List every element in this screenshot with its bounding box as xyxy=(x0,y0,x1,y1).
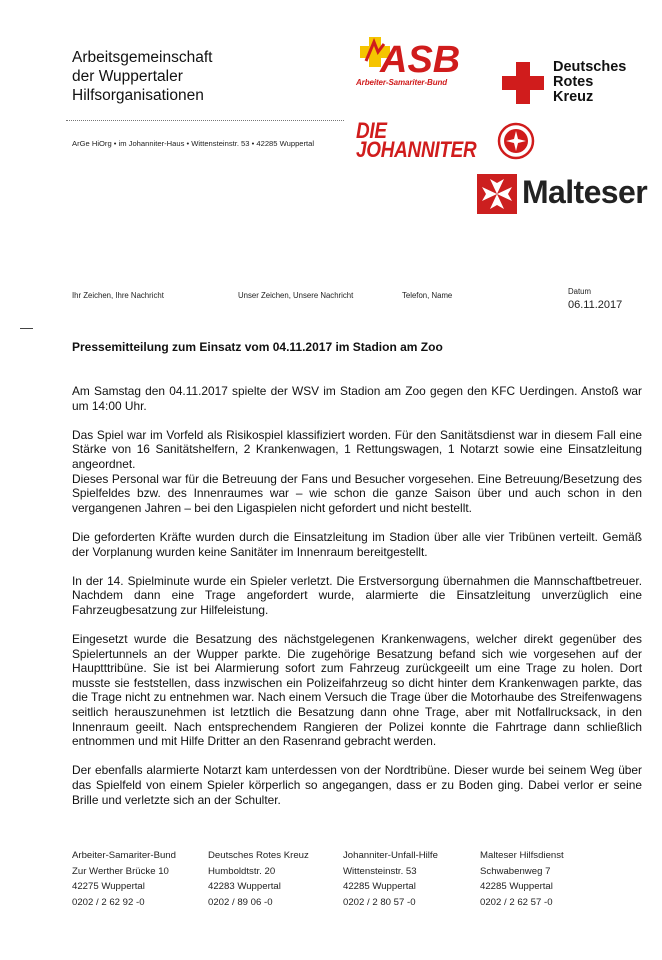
johanniter-wordmark xyxy=(356,118,477,162)
footer-city: 42285 Wuppertal xyxy=(343,881,416,893)
drk-line: Deutsches xyxy=(553,59,627,75)
drk-line: Rotes xyxy=(553,74,594,90)
footer-city: 42285 Wuppertal xyxy=(480,881,553,893)
footer-name: Malteser Hilfsdienst xyxy=(480,850,564,861)
ref-telefon: Telefon, Name xyxy=(402,291,453,300)
footer-phone: 0202 / 2 62 57 -0 xyxy=(480,896,553,908)
malteser-cross-icon xyxy=(477,174,517,214)
footer-city: 42283 Wuppertal xyxy=(208,881,281,893)
org-title xyxy=(72,48,212,105)
red-cross-icon xyxy=(502,62,544,104)
drk-wordmark xyxy=(553,60,626,105)
sender-address-line: ArGe HiOrg • im Johanniter-Haus • Wittensteinstr. 53 • 42285 Wuppertal xyxy=(72,139,315,148)
johanniter-seal-icon xyxy=(497,122,535,160)
body-paragraph: Die geforderten Kräfte wurden durch die Einsatzleitung im Stadion über alle vier Tribünen verteilt. Gemäß der Vorplanung wurden keine Sanitäter im Innenraum bereitgestellt. xyxy=(72,529,642,559)
body-paragraph: Das Spiel war im Vorfeld als Risikospiel klassifiziert worden. Für den Sanitätsdienst war in diesem Fall eine Stärke von 16 Sanitätshelfern, 2 Krankenwagen, 1 Rettungswagen, 1 Notarzt sowie eine Einsatzleitung angeordnet. xyxy=(72,427,642,471)
ref-unser-zeichen: Unser Zeichen, Unsere Nachricht xyxy=(238,291,354,300)
malteser-wordmark: Malteser xyxy=(522,174,648,210)
footer-org-drk xyxy=(208,848,309,910)
footer-org-asb xyxy=(72,848,176,910)
footer-street: Humboldtstr. 20 xyxy=(208,865,276,877)
footer-street: Schwabenweg 7 xyxy=(480,865,551,877)
asb-wordmark: ASB xyxy=(380,39,461,81)
footer-street: Zur Werther Brücke 10 xyxy=(72,865,169,877)
org-title-line: Hilfsorganisationen xyxy=(72,87,204,104)
body-paragraph: In der 14. Spielminute wurde ein Spieler verletzt. Die Erstversorgung übernahmen die Mannschaftbetreuer. Nachdem dann eine Trage angefordert wurde, alarmierte die Einsatzleitung unverzüglich eine Fahrzeugbesatzung zur Hilfeleistung. xyxy=(72,573,642,617)
subject-line: Pressemitteilung zum Einsatz vom 04.11.2017 im Stadion am Zoo xyxy=(72,340,443,354)
footer-phone: 0202 / 2 62 92 -0 xyxy=(72,896,145,908)
footer-org-juh xyxy=(343,848,438,910)
asb-tagline: Arbeiter-Samariter-Bund xyxy=(356,78,448,87)
drk-line: Kreuz xyxy=(553,89,594,105)
body-paragraph: Eingesetzt wurde die Besatzung des nächstgelegenen Krankenwagens, welcher direkt gegenüber des Spielertunnels an der Wupper parkte. Die zugehörige Besatzung befand sich wie vorgesehen auf der Hauptttribüne. Sie ist bei Alarmierung sofort zum Fahrzeug zurückgeeilt um eine Trage zu holen. Dort musste sie feststellen, dass inzwischen ein Polizeifahrzeug so dicht hinter dem Krankenwagen parkte, das die Trage nicht zu entnehmen war. Nach einem Versuch die Trage über die Motorhaube des Streifenwagens seitlich herauszunehmen ist letztlich die Besatzung dann ohne Trage, aber mit Notfallrucksack, in den Innenraum geeilt. Nach entsprechendem Rangieren der Polizei konnte die Fahrtrage dann schließlich entnommen und mit Hilfe Dritter an den Rasenrand gebracht werden. xyxy=(72,632,642,749)
body-paragraph: Der ebenfalls alarmierte Notarzt kam unterdessen von der Nordtribüne. Dieser wurde bei seinem Weg über das Spielfeld von einem Spieler körperlich so angegangen, dass er zu Boden ging. Dabei verlor er seine Brille und verletzte sich an der Schulter. xyxy=(72,763,642,807)
footer-name: Arbeiter-Samariter-Bund xyxy=(72,850,176,861)
org-title-line: der Wuppertaler xyxy=(72,68,183,85)
date-label: Datum xyxy=(568,287,591,296)
header-divider xyxy=(66,120,344,121)
fold-mark xyxy=(20,328,33,329)
letter-body xyxy=(72,384,642,822)
footer-name: Johanniter-Unfall-Hilfe xyxy=(343,850,438,861)
ref-ihr-zeichen: Ihr Zeichen, Ihre Nachricht xyxy=(72,291,164,300)
footer-phone: 0202 / 2 80 57 -0 xyxy=(343,896,416,908)
footer-phone: 0202 / 89 06 -0 xyxy=(208,896,273,908)
asb-logo xyxy=(358,34,470,84)
body-paragraph: Dieses Personal war für die Betreuung der Fans und Besucher vorgesehen. Eine Betreuung/Besetzung des Spielfeldes bzw. des Innenraumes war – wie schon die ganze Saison über und auch schon in den vergangenen Jahren – bei den Ligaspielen nicht gefordert und nicht bestellt. xyxy=(72,471,642,515)
org-title-line: Arbeitsgemeinschaft xyxy=(72,49,213,66)
body-paragraph: Am Samstag den 04.11.2017 spielte der WSV im Stadion am Zoo gegen den KFC Uerdingen. Anstoß war um 14:00 Uhr. xyxy=(72,384,642,413)
footer-org-mhd xyxy=(480,848,564,910)
footer-street: Wittensteinstr. 53 xyxy=(343,865,417,877)
footer-name: Deutsches Rotes Kreuz xyxy=(208,850,309,861)
johanniter-line: JOHANNITER xyxy=(356,137,477,162)
johanniter-line: DIE xyxy=(356,118,387,143)
footer-city: 42275 Wuppertal xyxy=(72,881,145,893)
date-value: 06.11.2017 xyxy=(568,299,623,311)
